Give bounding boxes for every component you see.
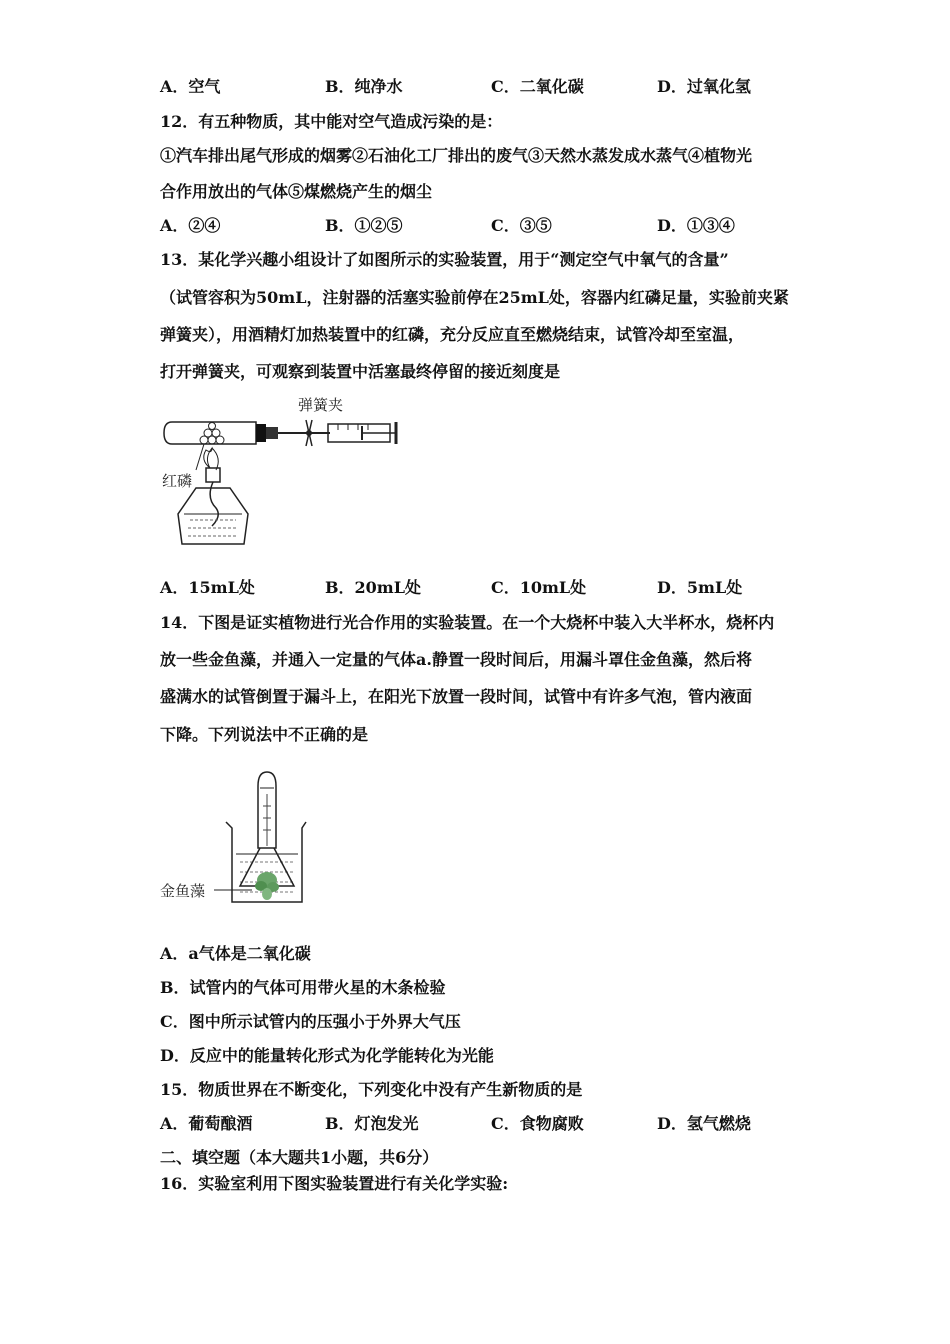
q14-option-b: B．试管内的气体可用带火星的木条检验 [160, 978, 446, 997]
q14-line4: 下降。下列说法中不正确的是 [160, 725, 369, 744]
q13-apparatus-figure [160, 388, 410, 553]
q12-items-line1: ①汽车排出尾气形成的烟雾②石油化工厂排出的废气③天然水蒸发成水蒸气④植物光 [160, 146, 753, 165]
q12-stem: 12．有五种物质，其中能对空气造成污染的是： [160, 112, 503, 131]
section2-title: 二、填空题（本大题共1小题，共6分） [160, 1148, 439, 1167]
q15-stem: 15．物质世界在不断变化，下列变化中没有产生新物质的是 [160, 1080, 583, 1099]
q15-option-b: B．灯泡发光 [325, 1114, 419, 1133]
q13-line1: 13．某化学兴趣小组设计了如图所示的实验装置，用于“测定空气中氧气的含量” [160, 250, 729, 269]
q14-line2: 放一些金鱼藻，并通入一定量的气体a.静置一段时间后，用漏斗罩住金鱼藻，然后将 [160, 650, 752, 669]
q11-option-b: B．纯净水 [325, 77, 403, 96]
q13-phosphorus-label: 红磷 [162, 472, 193, 490]
q14-option-c: C．图中所示试管内的压强小于外界大气压 [160, 1012, 461, 1031]
q13-option-c: C．10mL处 [491, 578, 587, 597]
q15-option-a: A．葡萄酿酒 [160, 1114, 253, 1133]
q12-items-line2: 合作用放出的气体⑤煤燃烧产生的烟尘 [160, 182, 433, 201]
q14-line3: 盛满水的试管倒置于漏斗上，在阳光下放置一段时间，试管中有许多气泡，管内液面 [160, 687, 753, 706]
q13-option-d: D．5mL处 [657, 578, 743, 597]
q11-option-a: A．空气 [160, 77, 221, 96]
q11-option-d: D．过氧化氢 [657, 77, 751, 96]
q13-option-a: A．15mL处 [160, 578, 255, 597]
q15-option-c: C．食物腐败 [491, 1114, 584, 1133]
q13-line2: （试管容积为50mL，注射器的活塞实验前停在25mL处，容器内红磷足量，实验前夹紧 [160, 288, 789, 307]
q14-line1: 14．下图是证实植物进行光合作用的实验装置。在一个大烧杯中装入大半杯水，烧杯内 [160, 613, 775, 632]
q16-stem: 16．实验室利用下图实验装置进行有关化学实验: [160, 1174, 509, 1193]
q13-line4: 打开弹簧夹，可观察到装置中活塞最终停留的接近刻度是 [160, 362, 561, 381]
q12-option-b: B．①②⑤ [325, 216, 403, 235]
q14-apparatus-figure [160, 766, 320, 911]
q13-line3: 弹簧夹），用酒精灯加热装置中的红磷，充分反应直至燃烧结束，试管冷却至室温， [160, 325, 745, 344]
q15-option-d: D．氢气燃烧 [657, 1114, 751, 1133]
q12-option-c: C．③⑤ [491, 216, 552, 235]
q14-option-a: A．a气体是二氧化碳 [160, 944, 311, 963]
q11-option-c: C．二氧化碳 [491, 77, 584, 96]
q12-option-a: A．②④ [160, 216, 221, 235]
q12-option-d: D．①③④ [657, 216, 735, 235]
q13-clamp-label: 弹簧夹 [298, 396, 344, 414]
q13-option-b: B．20mL处 [325, 578, 421, 597]
q14-option-d: D．反应中的能量转化形式为化学能转化为光能 [160, 1046, 494, 1065]
q14-plant-label: 金鱼藻 [160, 882, 206, 900]
